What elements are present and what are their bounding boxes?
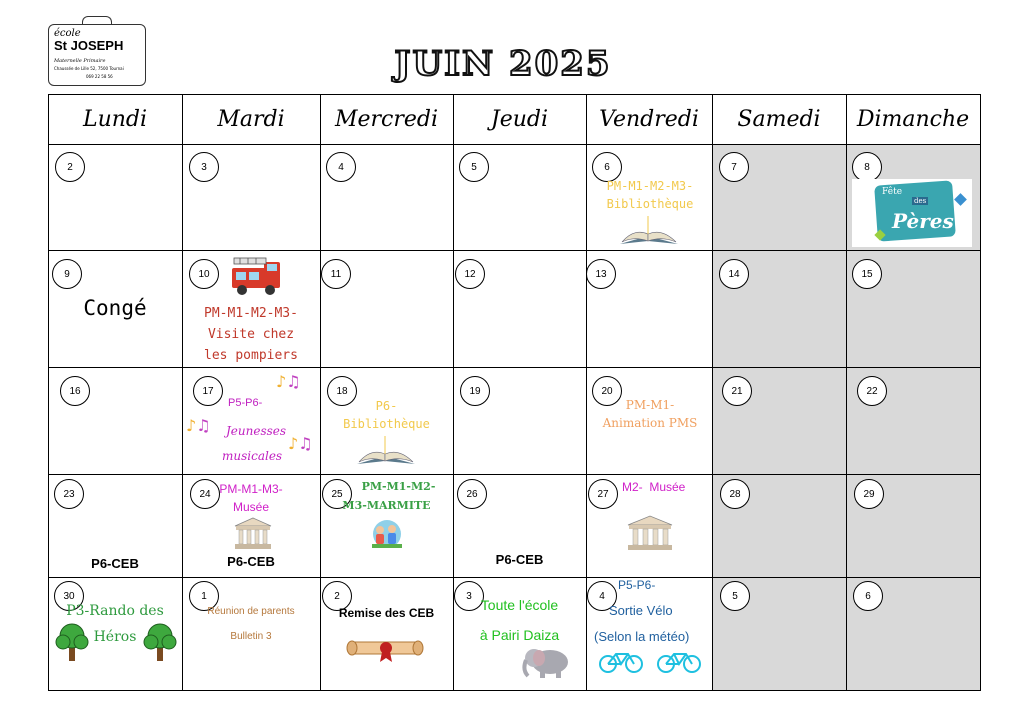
day-number: 5 <box>459 152 489 182</box>
event-line: PM-M1-M3- <box>219 482 283 496</box>
calendar-grid <box>48 94 981 691</box>
event-library <box>588 177 712 213</box>
diploma-scroll-icon <box>344 634 426 664</box>
heart-icon <box>954 193 967 206</box>
event-music-line1: P5-P6- <box>228 397 263 409</box>
day-name: Vendredi <box>599 106 699 132</box>
museum-icon <box>626 514 674 552</box>
event-reunion-line2: Bulletin 3 <box>230 631 272 642</box>
day-number: 11 <box>321 259 351 289</box>
day-number: 8 <box>852 152 882 182</box>
event-holiday: Congé <box>83 296 147 320</box>
event-rando-line1: P3-Rando des <box>66 603 164 619</box>
event-line: PM-M1-M2- <box>361 480 436 493</box>
day-number: 19 <box>460 376 490 406</box>
school-logo <box>48 14 146 86</box>
fire-truck-icon <box>230 254 284 296</box>
day-number: 15 <box>852 259 882 289</box>
fathers-day-line1: Fête <box>882 187 903 197</box>
grid-line <box>182 94 183 691</box>
grid-line <box>846 94 847 691</box>
bicycle-icon <box>598 650 644 674</box>
event-line: PM-M1-M2-M3- <box>606 179 694 193</box>
day-name: Samedi <box>737 106 821 132</box>
elephant-icon <box>520 644 574 680</box>
day-number: 5 <box>720 581 750 611</box>
day-number: 12 <box>455 259 485 289</box>
fathers-day-line2: des <box>914 197 927 205</box>
event-library-p6 <box>320 397 453 433</box>
day-name: Mercredi <box>334 106 439 132</box>
event-line: PM-M1- <box>625 398 675 412</box>
day-number: 21 <box>722 376 752 406</box>
tree-icon <box>142 622 178 662</box>
day-number: 3 <box>454 581 484 611</box>
day-number: 13 <box>586 259 616 289</box>
day-name: Mardi <box>217 106 285 132</box>
event-music-line2: Jeunesses <box>226 424 287 438</box>
music-note-icon: ♪♫ <box>186 416 211 435</box>
open-book-icon <box>355 434 417 466</box>
event-line: Animation PMS <box>602 416 698 430</box>
day-number: 18 <box>327 376 357 406</box>
children-icon <box>370 518 404 550</box>
event-reunion-line1: Réunion de parents <box>207 606 295 617</box>
grid-line <box>48 474 981 475</box>
day-number: 24 <box>190 479 220 509</box>
bicycle-icon <box>656 650 702 674</box>
day-number: 23 <box>54 479 84 509</box>
day-number: 30 <box>54 581 84 611</box>
day-number: 22 <box>857 376 887 406</box>
event-ceb: P6-CEB <box>495 552 544 567</box>
event-pairi-line1: Toute l'école <box>480 597 559 613</box>
event-ceb-ceremony: Remise des CEB <box>338 606 435 620</box>
day-number: 28 <box>720 479 750 509</box>
day-number: 2 <box>55 152 85 182</box>
logo-line-5: 069 22 58 56 <box>86 74 113 79</box>
day-number: 27 <box>588 479 618 509</box>
grid-line <box>48 690 981 691</box>
day-number: 6 <box>592 152 622 182</box>
event-pairi-line2: à Pairi Daiza <box>479 627 560 643</box>
grid-line <box>980 94 981 691</box>
grid-line <box>48 367 981 368</box>
event-velo-line3: (Selon la météo) <box>594 629 690 644</box>
day-number: 10 <box>189 259 219 289</box>
day-name: Dimanche <box>856 106 970 132</box>
logo-line-3: Maternelle Primaire <box>54 58 106 64</box>
day-number: 2 <box>322 581 352 611</box>
grid-line <box>712 94 713 691</box>
event-music-line3: musicales <box>222 449 283 463</box>
event-ceb: P6-CEB <box>91 556 139 571</box>
day-number: 4 <box>326 152 356 182</box>
day-number: 6 <box>853 581 883 611</box>
event-museum <box>182 480 320 516</box>
grid-line <box>48 144 981 145</box>
tree-icon <box>54 622 90 662</box>
event-line: Musée <box>232 500 270 514</box>
logo-line-2: St JOSEPH <box>54 38 124 53</box>
grid-line <box>586 94 587 691</box>
museum-icon <box>233 516 273 550</box>
event-line: Bibliothèque <box>343 417 430 431</box>
day-number: 26 <box>457 479 487 509</box>
day-name: Lundi <box>82 106 148 132</box>
event-firemen <box>182 303 320 366</box>
day-number: 17 <box>193 376 223 406</box>
day-number: 29 <box>854 479 884 509</box>
event-line: P6- <box>375 399 398 413</box>
event-velo-line1: P5-P6- <box>618 578 656 592</box>
event-museum-m2: M2- Musée <box>622 480 686 494</box>
day-name: Jeudi <box>490 106 549 132</box>
grid-line <box>48 577 981 578</box>
day-number: 1 <box>189 581 219 611</box>
event-line: les pompiers <box>204 348 298 363</box>
day-number: 16 <box>60 376 90 406</box>
event-line: Bibliothèque <box>606 197 694 211</box>
logo-line-4: Chaussée de Lille 52, 7500 Tournai <box>54 66 124 71</box>
event-line: M3-MARMITE <box>342 499 431 512</box>
day-number: 20 <box>592 376 622 406</box>
fathers-day-line3: Pères <box>892 209 954 233</box>
day-number: 7 <box>719 152 749 182</box>
event-marmite <box>320 477 453 515</box>
day-number: 4 <box>587 581 617 611</box>
grid-line <box>48 94 49 691</box>
day-number: 25 <box>322 479 352 509</box>
logo-line-1: école <box>54 28 81 39</box>
page-title: JUIN 2025 <box>394 44 612 84</box>
event-pms <box>588 396 712 432</box>
event-line: PM-M1-M2-M3- <box>204 306 298 321</box>
event-ceb: P6-CEB <box>227 554 275 569</box>
open-book-icon <box>618 214 680 246</box>
music-note-icon: ♪♫ <box>276 372 301 391</box>
day-number: 14 <box>719 259 749 289</box>
event-rando-line2: Héros <box>93 629 137 645</box>
fathers-day-image <box>852 179 972 247</box>
grid-line <box>48 250 981 251</box>
day-number: 9 <box>52 259 82 289</box>
event-velo-line2: Sortie Vélo <box>609 603 673 618</box>
music-note-icon: ♪♫ <box>288 434 313 453</box>
day-number: 3 <box>189 152 219 182</box>
grid-line <box>320 94 321 691</box>
event-line: Visite chez <box>207 327 295 342</box>
